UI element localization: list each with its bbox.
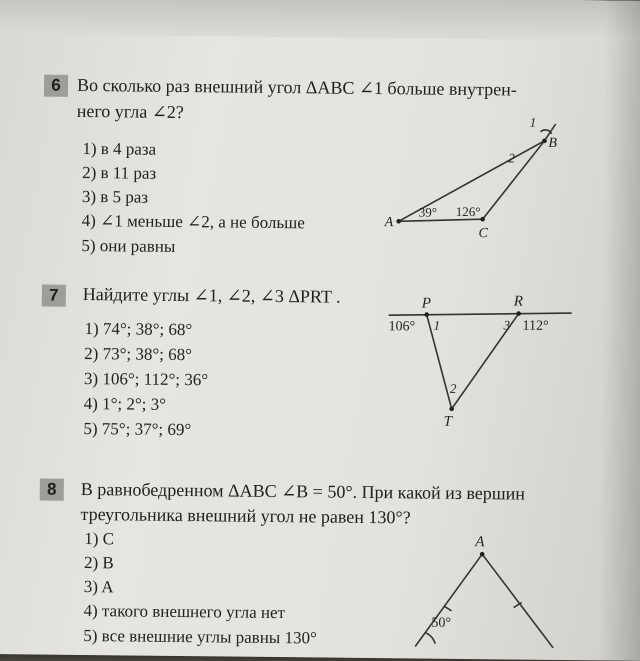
label-r: R [513,293,524,310]
page-edge-shadow [598,0,640,660]
question-7-text: Найдите углы ∠1, ∠2, ∠3 ΔPRT . [82,283,341,307]
question-6-option-2: 2) в 11 раз [82,162,157,183]
side-ac [481,554,554,648]
label-c: C [478,226,488,242]
angle-c-value: 126° [455,203,481,220]
question-8-triangle-figure [403,528,574,660]
question-8-option-2: 2) B [83,553,114,573]
label-a: A [475,534,485,551]
question-7-option-5: 5) 75°; 37°; 69° [83,419,192,440]
angle-b-value: 50° [431,615,452,631]
page-top-shadow [0,0,640,41]
line-pr [389,311,572,317]
angle-right-value: 112° [522,318,549,334]
question-6-text-line2: него угла ∠2? [76,100,184,123]
question-7-number: 7 [42,285,66,307]
question-6-option-1: 1) в 4 раза [82,138,157,159]
question-6-option-3: 3) в 5 раз [81,186,149,207]
question-6-text-line1: Во сколько раз внешний угол ΔABC ∠1 больше внутрен- [76,74,517,100]
question-8-text-line2: треугольника внешний угол не равен 130°? [80,503,411,528]
angle-a-value: 39° [418,204,438,220]
label-a: A [384,215,394,231]
question-6-option-4: 4) ∠1 меньше ∠2, а не больше [81,210,305,233]
label-t: T [443,413,452,430]
question-7-option-2: 2) 73°; 38°; 68° [84,344,193,365]
label-b: B [548,135,558,151]
question-7-option-3: 3) 106°; 112°; 36° [83,369,209,390]
tick-mark-left [444,606,452,611]
question-8-text-line1: В равнобедренном ΔABC ∠B = 50°. При какой из вершин [80,478,525,504]
angle-left-value: 106° [388,319,416,335]
label-p: P [421,295,432,312]
angle-2-mark: 2 [449,380,457,396]
question-6-number: 6 [44,75,68,97]
question-8-option-1: 1) C [84,529,115,549]
question-7-option-1: 1) 74°; 38°; 68° [84,319,193,340]
question-8-option-4: 4) такого внешнего угла нет [83,601,286,623]
question-6-triangle-figure [382,108,583,250]
angle-1-mark: 1 [529,114,537,130]
question-8-option-3: 3) A [83,577,114,597]
question-7-triangle-figure [385,288,577,440]
angle-1-mark: 1 [433,317,441,333]
question-7-option-4: 4) 1°; 2°; 3° [83,394,167,414]
question-8-number: 8 [40,479,64,501]
question-6-option-5: 5) они равны [81,235,176,256]
angle-3-mark: 3 [503,317,511,333]
angle-2-mark: 2 [508,150,515,166]
angle-b-arc [425,633,435,644]
question-8-option-5: 5) все внешние углы равны 130° [83,626,317,648]
vertex-p-dot [424,312,429,317]
